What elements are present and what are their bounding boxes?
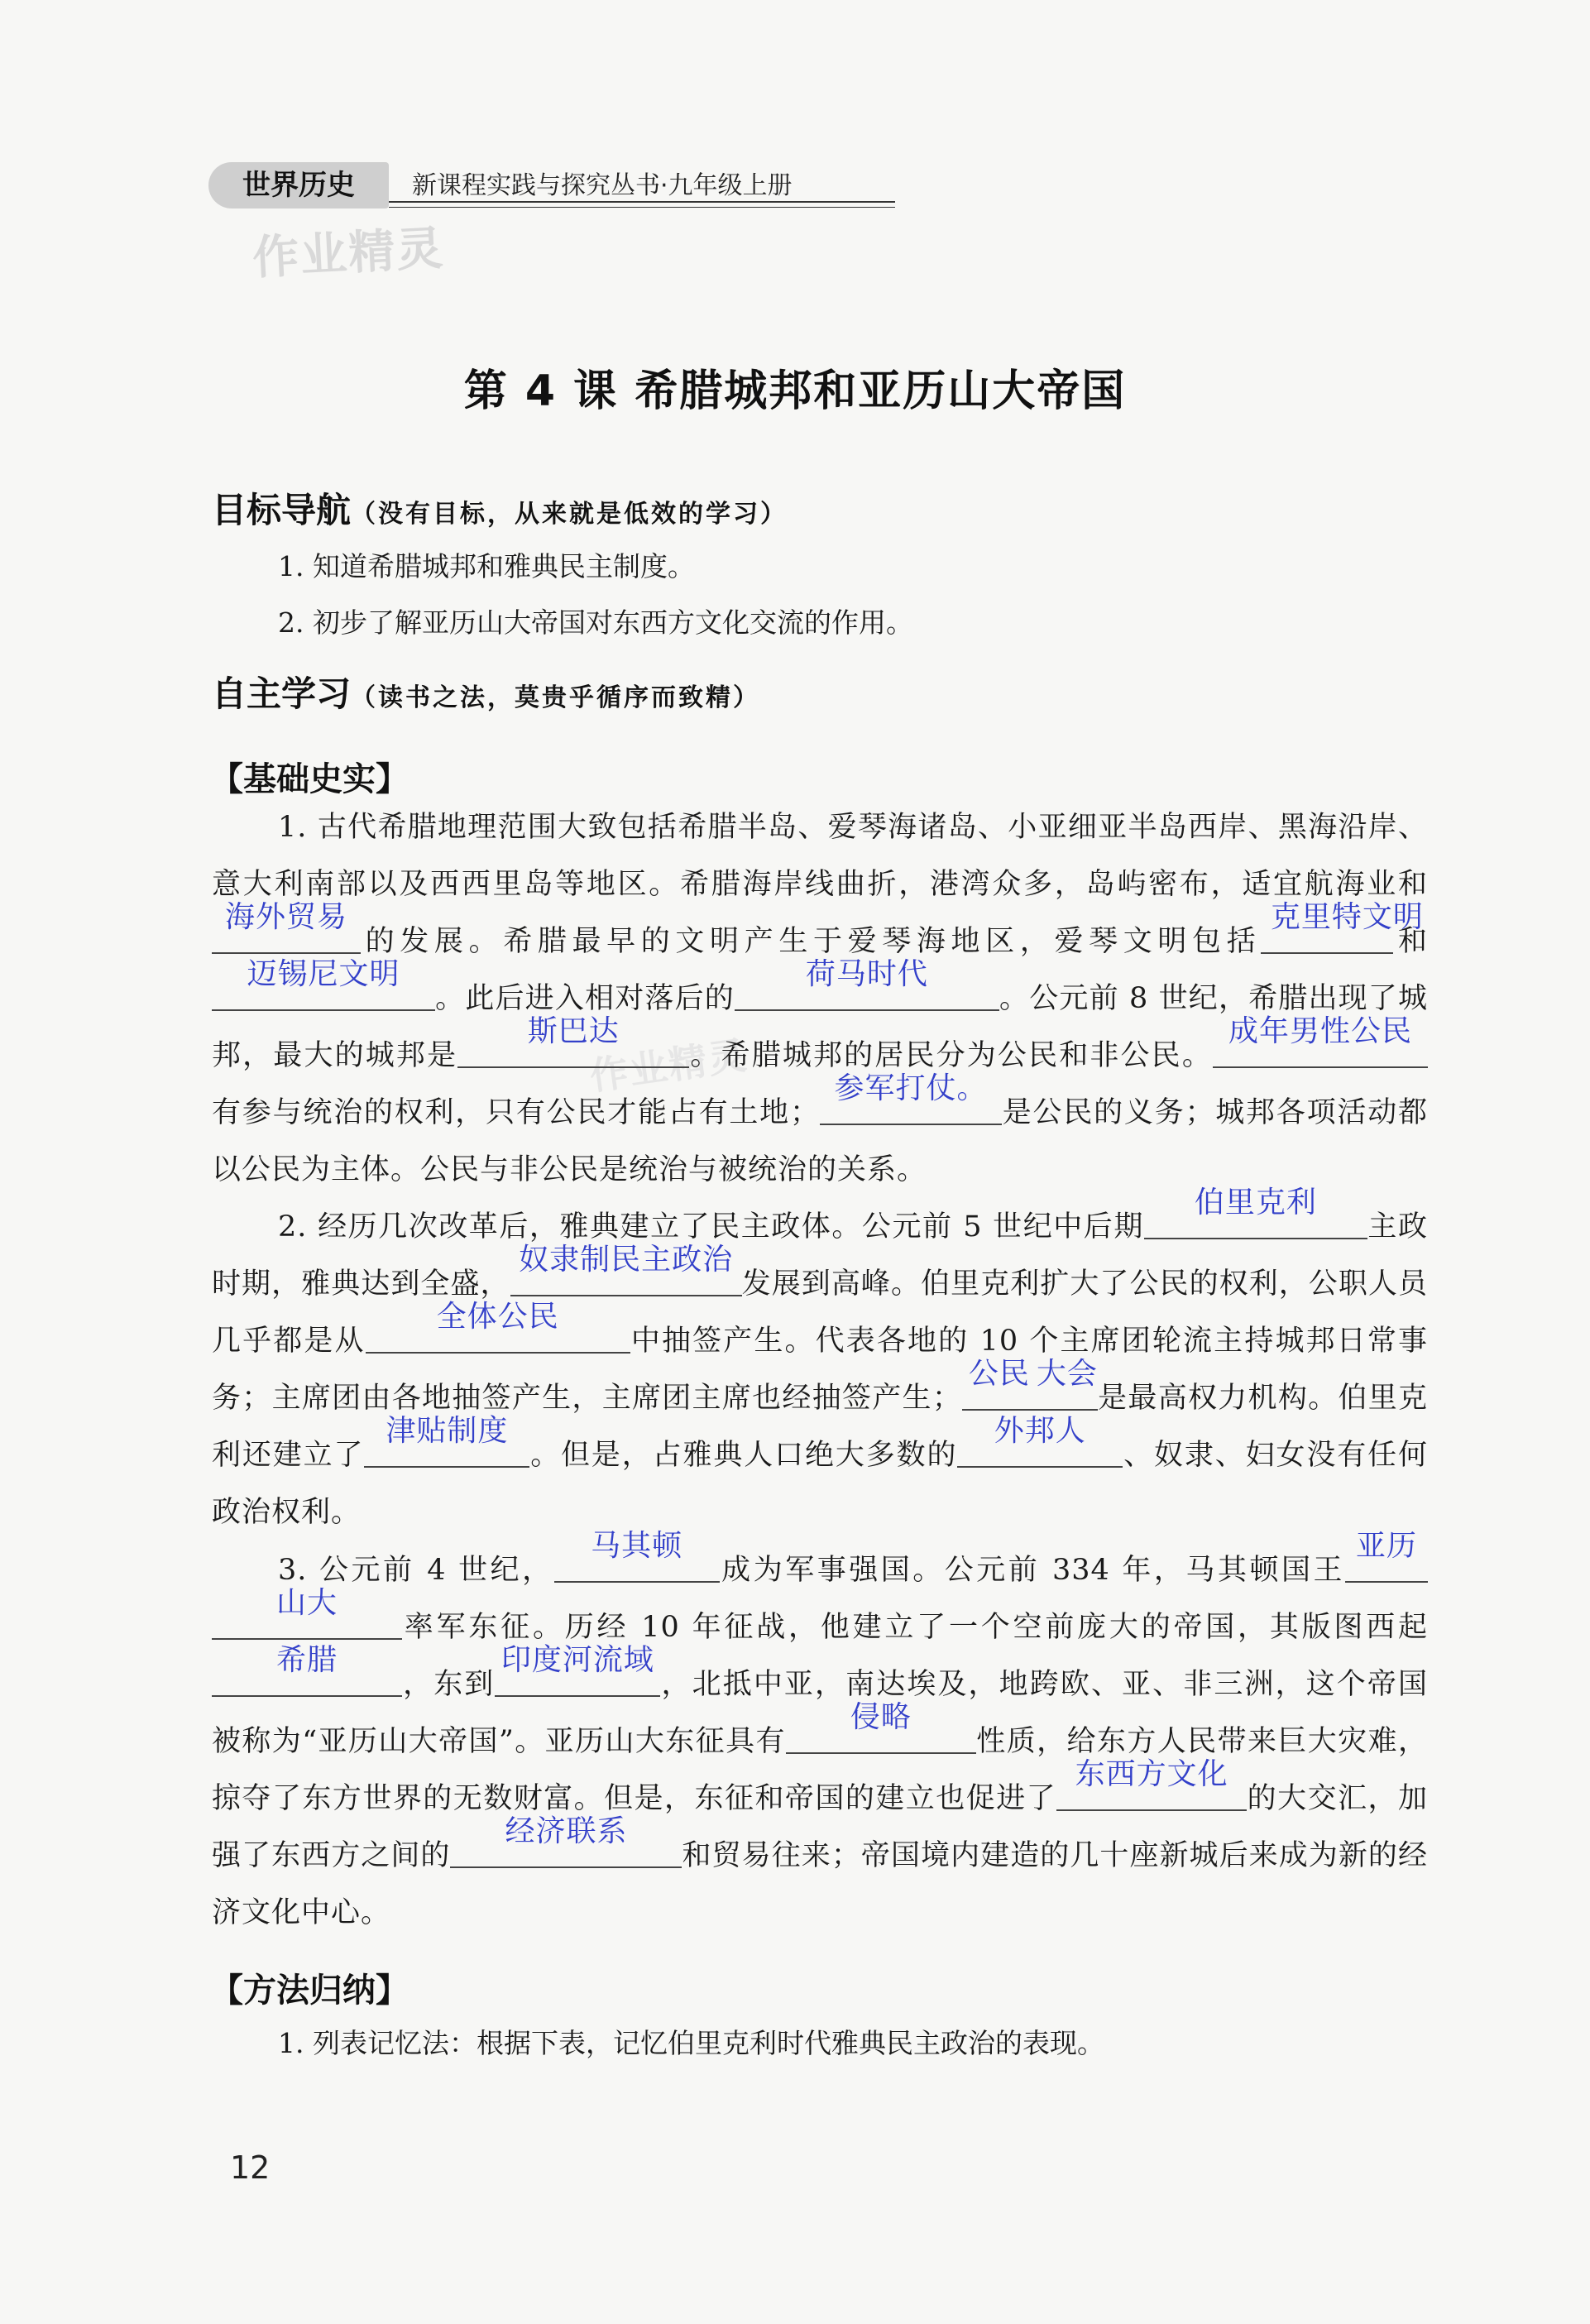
fill-blank[interactable] <box>1261 900 1424 954</box>
fill-blank[interactable] <box>364 1414 529 1468</box>
lesson-title: 第 4 课 希腊城邦和亚历山大帝国 <box>463 367 1127 416</box>
goal-item: 2. 初步了解亚历山大帝国对东西方文化交流的作用。 <box>278 606 913 639</box>
handwritten-answer: 斯巴达 <box>527 1014 620 1048</box>
handwritten-answer: 参军打仗。 <box>834 1071 988 1105</box>
handwritten-answer: 外邦人 <box>994 1414 1086 1448</box>
handwritten-answer: 东西方文化 <box>1075 1757 1228 1791</box>
fact-paragraph-1: 1. 古代希腊地理范围大致包括希腊半岛、爱琴海诸岛、小亚细亚半岛西岸、黑海沿岸、意大利南部以及西西里岛等地区。希腊海岸线曲折，港湾众多，岛屿密布，适宜航海业和 海外贸易 的发展。希腊最早的文明产生于爱琴海地区，爱琴文明包括 克里特文明 和 迈锡尼文明 。此后进入相对落后的 荷马时代 。公元前 8 世纪，希腊出现了城邦，最大的城邦是 斯巴达 。希腊城邦的居民分为公民和非公民。 成年男性公民 有参与统治的权利，只有公民才能占有土地； 参军打仗。 是公民的义务；城邦各项活动都以公民为主体。公民与非公民是统治与被统治的关系。 <box>212 799 1428 1199</box>
watermark-stamp: 作业精灵 <box>587 1032 751 1100</box>
fill-blank[interactable] <box>450 1814 682 1868</box>
handwritten-answer: 荷马时代 <box>805 957 928 991</box>
handwritten-answer: 迈锡尼文明 <box>247 957 400 991</box>
handwritten-answer: 奴隶制民主政治 <box>519 1243 734 1277</box>
handwritten-answer: 津贴制度 <box>386 1414 509 1448</box>
watermark-logo: 作业精灵 <box>251 221 446 286</box>
study-section-title: 自主学习 <box>212 673 352 714</box>
handwritten-answer: 马其顿 <box>591 1529 683 1563</box>
basic-facts-heading: 【基础史实】 <box>210 760 409 798</box>
fill-blank[interactable] <box>457 1014 689 1068</box>
fill-blank[interactable] <box>366 1300 630 1354</box>
fill-blank[interactable] <box>786 1700 976 1754</box>
study-section-heading <box>212 667 760 716</box>
handwritten-answer: 克里特文明 <box>1270 900 1424 934</box>
fill-blank[interactable] <box>1056 1757 1247 1811</box>
fill-blank[interactable] <box>554 1529 720 1583</box>
fill-blank[interactable] <box>1213 1014 1428 1068</box>
fill-blank[interactable] <box>1345 1529 1428 1583</box>
fill-blank[interactable] <box>735 957 999 1011</box>
handwritten-answer: 亚历 <box>1355 1529 1417 1563</box>
handwritten-answer: 全体公民 <box>436 1300 559 1334</box>
handwritten-answer: 经济联系 <box>505 1814 628 1848</box>
goal-item: 1. 知道希腊城邦和雅典民主制度。 <box>278 550 695 582</box>
handwritten-answer: 海外贸易 <box>224 900 347 934</box>
handwritten-answer: 侵略 <box>850 1700 912 1734</box>
fact-paragraph-3: 3. 公元前 4 世纪， 马其顿 成为军事强国。公元前 334 年，马其顿国王 亚历 山大 率军东征。历经 10 年征战，他建立了一个空前庞大的帝国，其版图西起 希腊 ，东到 印度河流域 ，北抵中亚，南达埃及，地跨欧、亚、非三洲，这个帝国被称为“亚历山大帝国”。亚历山大东征具有 侵略 性质，给东方人民带来巨大灾难，掠夺了东方世界的无数财富。但是，东征和帝国的建立也促进了 东西方文化 的大交汇，加强了东西方之间的 经济联系 和贸易往来；帝国境内建造的几十座新城后来成为新的经济文化中心。 <box>212 1542 1428 1942</box>
fill-blank[interactable] <box>1144 1186 1367 1239</box>
goal-section-title: 目标导航 <box>212 490 352 530</box>
header-rule <box>389 201 895 203</box>
fill-blank[interactable] <box>820 1071 1002 1125</box>
fact-paragraph-2: 2. 经历几次改革后，雅典建立了民主政体。公元前 5 世纪中后期 伯里克利 主政时期，雅典达到全盛， 奴隶制民主政治 发展到高峰。伯里克利扩大了公民的权利，公职人员几乎都是从 全体公民 中抽签产生。代表各地的 10 个主席团轮流主持城邦日常事务；主席团由各地抽签产生，主席团主席也经抽签产生； 公民 大会 是最高权力机构。伯里克利还建立了 津贴制度 。但是，占雅典人口绝大多数的 外邦人 、奴隶、妇女没有任何政治权利。 <box>212 1199 1428 1541</box>
book-series-title: 新课程实践与探究丛书·九年级上册 <box>412 171 793 200</box>
handwritten-answer: 山大 <box>275 1586 338 1620</box>
fill-blank[interactable] <box>212 1643 402 1697</box>
goal-section-heading <box>212 483 788 533</box>
fill-blank[interactable] <box>495 1643 660 1697</box>
study-section-note: （读书之法，莫贵乎循序而致精） <box>351 683 761 712</box>
handwritten-answer: 希腊 <box>275 1643 338 1677</box>
handwritten-answer: 成年男性公民 <box>1228 1014 1412 1048</box>
handwritten-answer: 大会 <box>1036 1357 1098 1391</box>
method-heading: 【方法归纳】 <box>210 1972 409 2010</box>
fill-blank[interactable] <box>957 1414 1123 1468</box>
page-number: 12 <box>230 2149 271 2186</box>
handwritten-answer: 印度河流域 <box>500 1643 654 1677</box>
header-rule-thin <box>389 207 895 208</box>
fill-blank[interactable] <box>212 957 435 1011</box>
handwritten-answer: 公民 <box>968 1357 1030 1391</box>
book-section-tag: 世界历史 <box>208 162 389 208</box>
handwritten-answer: 伯里克利 <box>1194 1186 1317 1220</box>
goal-section-note: （没有目标，从来就是低效的学习） <box>351 500 788 529</box>
method-item: 1. 列表记忆法：根据下表，记忆伯里克利时代雅典民主政治的表现。 <box>278 2027 1104 2059</box>
